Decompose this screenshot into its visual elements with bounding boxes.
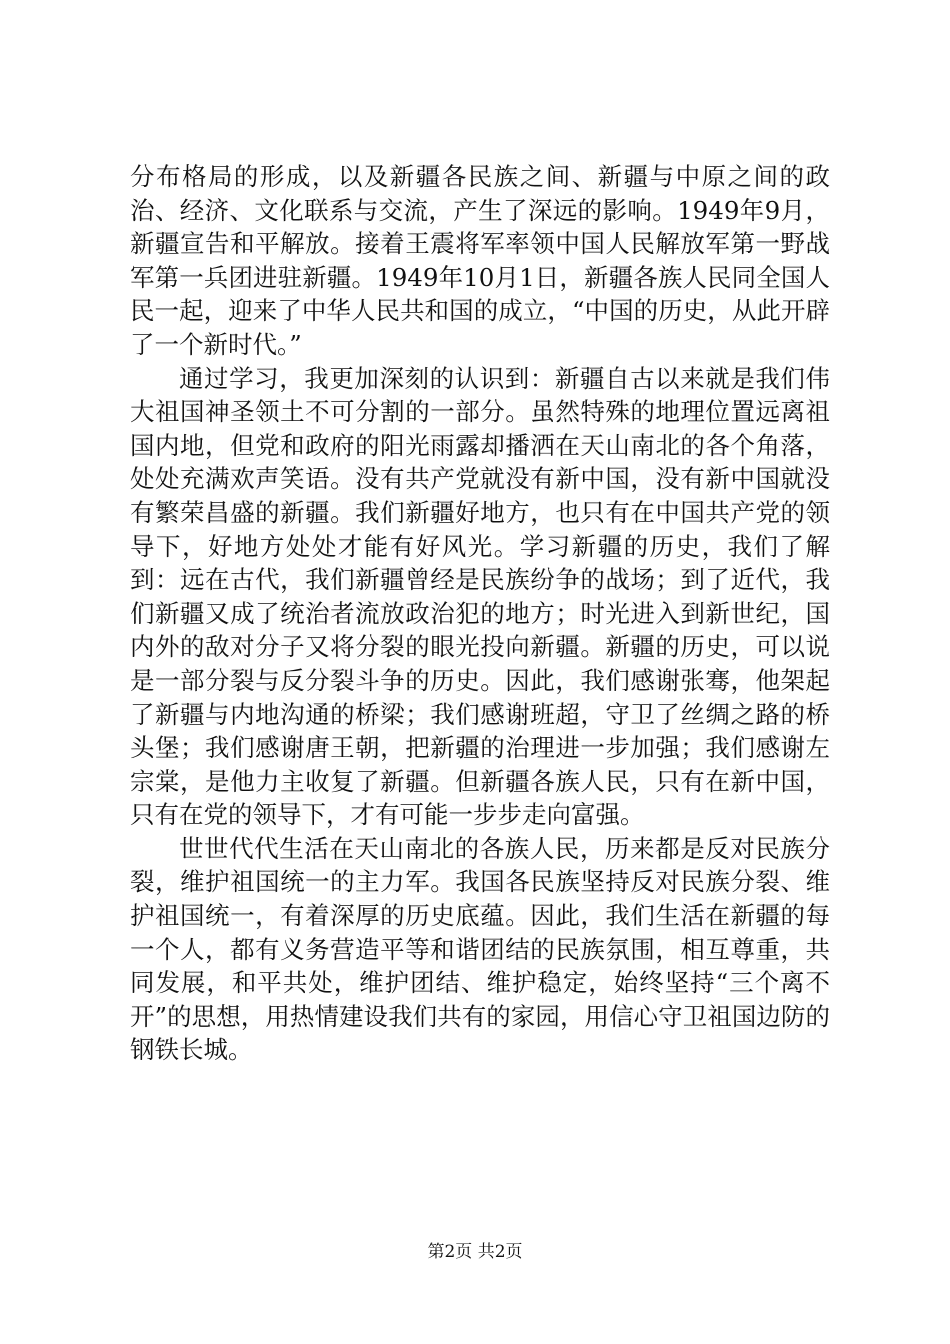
paragraph-2: 通过学习，我更加深刻的认识到：新疆自古以来就是我们伟大祖国神圣领土不可分割的一部分。虽然特殊的地理位置远离祖国内地，但党和政府的阳光雨露却播洒在天山南北的各个角落，处处充满欢声笑语。没有共产党就没有新中国，没有新中国就没有繁荣昌盛的新疆。我们新疆好地方，也只有在中国共产党的领导下，好地方处处才能有好风光。学习新疆的历史，我们了解到：远在古代，我们新疆曾经是民族纷争的战场；到了近代，我们新疆又成了统治者流放政治犯的地方；时光进入到新世纪，国内外的敌对分子又将分裂的眼光投向新疆。新疆的历史，可以说是一部分裂与反分裂斗争的历史。因此，我们感谢张骞，他架起了新疆与内地沟通的桥梁；我们感谢班超，守卫了丝绸之路的桥头堡；我们感谢唐王朝，把新疆的治理进一步加强；我们感谢左宗棠，是他力主收复了新疆。但新疆各族人民，只有在新中国，只有在党的领导下，才有可能一步步走向富强。	[130, 363, 830, 830]
page-number: 第2页 共2页	[427, 1242, 523, 1262]
document-body	[130, 160, 830, 1067]
paragraph-3: 世世代代生活在天山南北的各族人民，历来都是反对民族分裂，维护祖国统一的主力军。我国各民族坚持反对民族分裂、维护祖国统一，有着深厚的历史底蕴。因此，我们生活在新疆的每一个人，都有义务营造平等和谐团结的民族氛围，相互尊重，共同发展，和平共处，维护团结、维护稳定，始终坚持“三个离不开”的思想，用热情建设我们共有的家园，用信心守卫祖国边防的钢铁长城。	[130, 833, 830, 1065]
page-footer	[0, 1241, 950, 1263]
paragraph-1: 分布格局的形成，以及新疆各民族之间、新疆与中原之间的政治、经济、文化联系与交流，产生了深远的影响。1949年9月，新疆宣告和平解放。接着王震将军率领中国人民解放军第一野战军第一兵团进驻新疆。1949年10月1日，新疆各族人民同全国人民一起，迎来了中华人民共和国的成立，“中国的历史，从此开辟了一个新时代。”	[130, 162, 830, 359]
